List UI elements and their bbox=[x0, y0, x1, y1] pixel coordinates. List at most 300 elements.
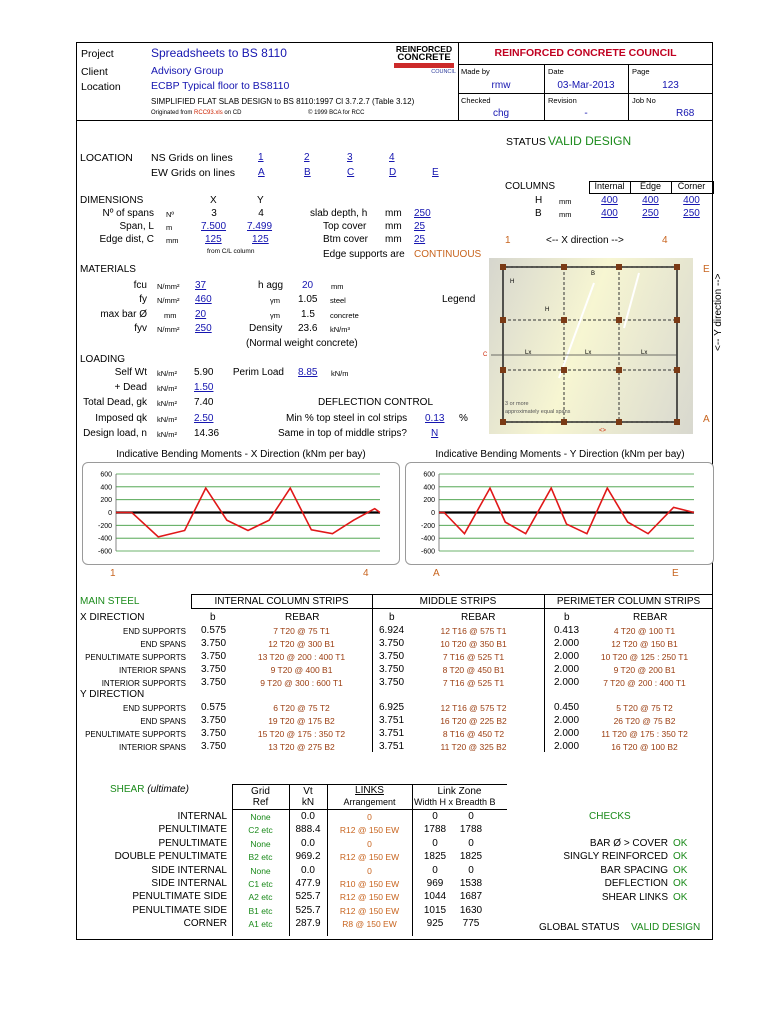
diagram-top-label: E bbox=[703, 264, 710, 275]
design-load-unit: kN/m² bbox=[157, 430, 177, 439]
steel-rebar-value: 4 T20 @ 100 T1 bbox=[613, 626, 676, 636]
chart-y-start-label: A bbox=[433, 568, 440, 579]
date-value: 03-Mar-2013 bbox=[557, 80, 615, 91]
org-name: REINFORCED CONCRETE COUNCIL bbox=[494, 47, 677, 59]
ns-grid-2[interactable]: 2 bbox=[304, 152, 310, 163]
check-status: OK bbox=[673, 838, 688, 849]
moment-curve bbox=[439, 488, 694, 534]
edge-x[interactable]: 125 bbox=[205, 234, 222, 245]
steel-rebar-value: 11 T20 @ 325 B2 bbox=[440, 742, 507, 752]
shear-link-arrangement: 0 bbox=[367, 838, 372, 849]
shear-vt-value: 477.9 bbox=[295, 878, 321, 889]
steel-rebar-value: 6 T20 @ 75 T2 bbox=[273, 703, 330, 713]
steel-group-line bbox=[191, 608, 713, 609]
steel-row-label: INTERIOR SPANS bbox=[119, 743, 186, 752]
diagram-end-label: 4 bbox=[662, 235, 668, 246]
y-tick-label: 400 bbox=[100, 484, 112, 492]
steel-rebar-value: 26 T20 @ 75 B2 bbox=[613, 716, 676, 726]
date-label: Date bbox=[548, 67, 564, 76]
ew-grid-e[interactable]: E bbox=[432, 167, 439, 178]
span-y[interactable]: 7.499 bbox=[247, 221, 273, 232]
hdr-hline-1 bbox=[458, 64, 713, 65]
y-tick-label: -600 bbox=[420, 548, 435, 556]
rebar-header-2: REBAR bbox=[461, 612, 496, 623]
rebar-header-3: REBAR bbox=[633, 612, 668, 623]
check-label: SHEAR LINKS bbox=[601, 891, 668, 903]
checked-label: Checked bbox=[461, 96, 491, 105]
shear-link-arrangement: R12 @ 150 EW bbox=[339, 825, 400, 836]
chart-x-end-label: 4 bbox=[363, 568, 369, 579]
steel-rebar-value: 7 T20 @ 200 : 400 T1 bbox=[603, 678, 686, 688]
y-tick-label: 600 bbox=[100, 471, 112, 479]
shear-zone-breadth: 0 bbox=[468, 837, 474, 849]
total-dead-value: 7.40 bbox=[194, 397, 214, 408]
ns-grids-label: NS Grids on lines bbox=[151, 152, 233, 164]
hagg-label: h agg bbox=[258, 280, 284, 291]
edge-y[interactable]: 125 bbox=[252, 234, 269, 245]
steel-b-value: 0.575 bbox=[201, 625, 227, 636]
shear-grid-ref: A1 etc bbox=[248, 919, 273, 930]
concrete-note: (Normal weight concrete) bbox=[246, 338, 358, 349]
same-top-label: Same in top of middle strips? bbox=[278, 428, 407, 439]
design-load-value: 14.36 bbox=[194, 428, 220, 439]
project-value: Spreadsheets to BS 8110 bbox=[151, 46, 287, 60]
shear-arr-hdr: Arrangement bbox=[343, 797, 396, 807]
shear-grid-ref: C2 etc bbox=[248, 825, 273, 836]
steel-sep-1 bbox=[372, 594, 373, 752]
shear-link-arrangement: R12 @ 150 EW bbox=[339, 852, 400, 863]
group-middle: MIDDLE STRIPS bbox=[419, 596, 497, 607]
check-label: BAR Ø > COVER bbox=[589, 838, 668, 849]
design-title: SIMPLIFIED FLAT SLAB DESIGN to BS 8110:1997 Cl 3.7.2.7 (Table 3.12) bbox=[151, 97, 415, 106]
y-tick-label: 400 bbox=[423, 484, 435, 492]
made-by-value: rmw bbox=[491, 80, 511, 91]
shear-row-label: PENULTIMATE bbox=[158, 824, 227, 836]
dim-x-header: X bbox=[210, 195, 217, 206]
steel-b-value: 2.000 bbox=[554, 638, 580, 649]
steel-sep-2 bbox=[544, 594, 545, 752]
shear-row-label: PENULTIMATE bbox=[158, 837, 227, 849]
steel-b-value: 2.000 bbox=[554, 741, 580, 752]
chart-x bbox=[84, 464, 396, 561]
steel-b-value: 0.413 bbox=[554, 625, 580, 636]
density-value: 23.6 bbox=[298, 323, 318, 334]
client-label: Client bbox=[81, 66, 108, 78]
dead-value[interactable]: 1.50 bbox=[194, 382, 214, 393]
spans-y: 4 bbox=[258, 208, 264, 219]
perim-load-value[interactable]: 8.85 bbox=[298, 367, 318, 378]
origin-file: RCC93.xls bbox=[194, 110, 223, 116]
col-hdr-corner: Corner bbox=[677, 181, 706, 191]
steel-row-label: INTERIOR SUPPORTS bbox=[101, 679, 186, 688]
shear-link-arrangement: R12 @ 150 EW bbox=[339, 905, 400, 916]
loading-label: LOADING bbox=[80, 354, 126, 365]
shear-grid-ref: None bbox=[250, 812, 271, 822]
check-status: OK bbox=[673, 891, 688, 903]
y-tick-label: 0 bbox=[108, 510, 112, 517]
imposed-label: Imposed qk bbox=[95, 413, 147, 424]
shear-row-label: DOUBLE PENULTIMATE bbox=[114, 851, 227, 863]
hagg-unit: mm bbox=[331, 282, 344, 291]
shear-zone-breadth: 1687 bbox=[459, 891, 483, 903]
btm-cover-value[interactable]: 25 bbox=[414, 234, 426, 245]
edge-label: Edge dist, C bbox=[99, 234, 154, 245]
min-steel-value[interactable]: 0.13 bbox=[425, 413, 445, 424]
steel-rebar-value: 7 T16 @ 525 T1 bbox=[442, 652, 505, 662]
edge-supports-value[interactable]: CONTINUOUS bbox=[414, 249, 482, 260]
steel-row-label: END SPANS bbox=[140, 717, 186, 726]
chart-y bbox=[407, 464, 710, 561]
materials-label: MATERIALS bbox=[80, 264, 136, 275]
steel-b-value: 3.751 bbox=[379, 741, 405, 752]
highlight-1 bbox=[624, 273, 639, 328]
logo-line2: CONCRETE bbox=[397, 52, 451, 63]
gm-conc-unit: concrete bbox=[330, 311, 359, 320]
steel-rebar-value: 12 T16 @ 575 T2 bbox=[440, 703, 507, 713]
steel-b-value: 2.000 bbox=[554, 664, 580, 675]
shear-vt-hdr: Vt bbox=[303, 786, 313, 797]
shear-vt-value: 969.2 bbox=[295, 851, 321, 863]
spans-unit: Nº bbox=[166, 210, 175, 219]
shear-zone-width: 0 bbox=[432, 864, 438, 876]
shear-sep-3 bbox=[412, 784, 413, 936]
steel-rebar-value: 13 T20 @ 200 : 400 T1 bbox=[257, 652, 346, 662]
check-status: OK bbox=[673, 878, 688, 890]
col-b-corner[interactable]: 250 bbox=[683, 208, 700, 219]
steel-b-value: 3.750 bbox=[201, 651, 227, 662]
origin-note bbox=[151, 110, 241, 116]
hdr-vline-3 bbox=[628, 64, 629, 120]
h-label-2: H bbox=[545, 307, 550, 313]
steel-b-value: 3.750 bbox=[379, 638, 405, 649]
shear-row-label: CORNER bbox=[183, 918, 227, 930]
group-internal: INTERNAL COLUMN STRIPS bbox=[214, 596, 349, 607]
ly-marker: <> bbox=[599, 428, 607, 434]
steel-rebar-value: 10 T20 @ 350 B1 bbox=[440, 639, 507, 649]
max-bar-label: max bar Ø bbox=[100, 309, 147, 320]
shear-zone-breadth: 775 bbox=[462, 918, 480, 930]
steel-rebar-value: 19 T20 @ 175 B2 bbox=[268, 716, 335, 726]
gm-conc-value: 1.5 bbox=[301, 309, 315, 320]
steel-row-label: END SUPPORTS bbox=[123, 627, 186, 636]
y-tick-label: 200 bbox=[100, 497, 112, 505]
steel-b-value: 3.750 bbox=[201, 728, 227, 739]
btm-cover-label: Btm cover bbox=[323, 234, 369, 245]
steel-b-value: 3.750 bbox=[379, 664, 405, 675]
total-dead-label: Total Dead, gk bbox=[83, 397, 147, 408]
perim-load-unit: kN/m bbox=[331, 369, 349, 378]
slab-label: slab depth, h bbox=[310, 208, 368, 219]
c-label: C bbox=[483, 352, 488, 358]
ns-grid-4[interactable]: 4 bbox=[389, 152, 395, 163]
y-tick-label: -200 bbox=[420, 522, 435, 530]
page-value: 123 bbox=[662, 80, 679, 91]
dim-y-header: Y bbox=[257, 195, 264, 206]
col-h-label: H bbox=[535, 195, 543, 206]
dimensions-label: DIMENSIONS bbox=[80, 195, 144, 206]
shear-zone-width: 1044 bbox=[423, 891, 447, 903]
y-tick-label: 200 bbox=[423, 497, 435, 505]
dead-unit: kN/m² bbox=[157, 384, 177, 393]
steel-b-value: 3.751 bbox=[379, 715, 405, 726]
shear-vt-value: 0.0 bbox=[301, 837, 315, 849]
steel-rebar-value: 7 T20 @ 75 T1 bbox=[273, 626, 330, 636]
top-cover-unit: mm bbox=[385, 221, 402, 232]
lx-label-1: Lx bbox=[525, 350, 532, 356]
fy-label: fy bbox=[139, 294, 147, 305]
steel-rebar-value: 9 T20 @ 300 : 600 T1 bbox=[260, 678, 343, 688]
shear-ref-hdr: Ref bbox=[252, 797, 269, 808]
span-unit: m bbox=[166, 223, 173, 232]
min-steel-unit: % bbox=[459, 413, 468, 424]
gm-steel-unit: steel bbox=[330, 296, 346, 305]
steel-b-value: 0.450 bbox=[554, 702, 580, 713]
rebar-header-1: REBAR bbox=[285, 612, 320, 623]
fcu-unit: N/mm² bbox=[157, 282, 180, 291]
legend-label: Legend bbox=[442, 294, 476, 305]
top-cover-label: Top cover bbox=[323, 221, 367, 232]
total-dead-unit: kN/m² bbox=[157, 399, 177, 408]
col-hdr-edge: Edge bbox=[639, 181, 662, 191]
ew-grid-b[interactable]: B bbox=[304, 167, 311, 178]
y-tick-label: 600 bbox=[423, 471, 435, 479]
steel-b-value: 3.750 bbox=[379, 651, 405, 662]
top-cover-value[interactable]: 25 bbox=[414, 221, 426, 232]
steel-rebar-value: 13 T20 @ 275 B2 bbox=[268, 742, 335, 752]
design-load-label: Design load, n bbox=[83, 428, 147, 439]
shear-row-label: PENULTIMATE SIDE bbox=[132, 891, 227, 903]
col-h-edge[interactable]: 400 bbox=[642, 195, 659, 206]
steel-rebar-value: 8 T20 @ 450 B1 bbox=[442, 665, 505, 675]
hagg-value[interactable]: 20 bbox=[302, 280, 314, 291]
y-tick-label: -600 bbox=[97, 548, 112, 556]
logo-bar bbox=[394, 63, 454, 68]
steel-rebar-value: 7 T16 @ 525 T1 bbox=[442, 678, 505, 688]
b-header-2: b bbox=[389, 612, 395, 623]
shear-grid-ref: B1 etc bbox=[248, 905, 273, 916]
same-top-value[interactable]: N bbox=[431, 428, 439, 439]
chart-y-end-label: E bbox=[672, 568, 679, 579]
shear-grid-ref: B2 etc bbox=[248, 852, 273, 863]
steel-rebar-value: 16 T20 @ 100 B2 bbox=[611, 742, 678, 752]
shear-link-arrangement: R12 @ 150 EW bbox=[339, 892, 400, 903]
shear-grid-hdr: Grid bbox=[251, 786, 270, 797]
steel-b-value: 3.750 bbox=[201, 741, 227, 752]
project-label: Project bbox=[81, 48, 114, 60]
col-hdr-sep1 bbox=[630, 181, 631, 193]
col-b-unit: mm bbox=[559, 210, 572, 219]
shear-vt-value: 888.4 bbox=[295, 824, 321, 836]
checks-label: CHECKS bbox=[589, 811, 631, 822]
shear-zone-width: 1788 bbox=[423, 824, 447, 836]
ew-grid-d[interactable]: D bbox=[389, 167, 397, 178]
edge-supports-label: Edge supports are bbox=[323, 249, 405, 260]
shear-grid-ref: A2 etc bbox=[248, 892, 273, 903]
col-hdr-sep2 bbox=[671, 181, 672, 193]
shear-link-arrangement: 0 bbox=[367, 812, 372, 822]
steel-row-label: PENULTIMATE SUPPORTS bbox=[85, 730, 186, 739]
fy-unit: N/mm² bbox=[157, 296, 180, 305]
col-h-corner[interactable]: 400 bbox=[683, 195, 700, 206]
imposed-unit: kN/m² bbox=[157, 415, 177, 424]
rcc-logo bbox=[392, 45, 456, 83]
ew-grid-c[interactable]: C bbox=[347, 167, 355, 178]
btm-cover-unit: mm bbox=[385, 234, 402, 245]
shear-zone-width: 1015 bbox=[423, 904, 447, 916]
y-tick-label: -400 bbox=[97, 535, 112, 543]
gm-steel-value: 1.05 bbox=[298, 294, 318, 305]
spans-note-1: 3 or more bbox=[505, 401, 529, 407]
shear-grid-ref: None bbox=[250, 865, 271, 876]
diagram-bottom-label: A bbox=[703, 414, 710, 425]
shear-link-arrangement: 0 bbox=[367, 865, 372, 876]
span-x[interactable]: 7.500 bbox=[201, 221, 227, 232]
fyv-unit: N/mm² bbox=[157, 325, 180, 334]
fcu-value[interactable]: 37 bbox=[195, 280, 207, 291]
main-steel-label: MAIN STEEL bbox=[80, 596, 140, 607]
revision-value: - bbox=[584, 108, 588, 119]
steel-b-value: 3.750 bbox=[201, 677, 227, 688]
check-label: SINGLY REINFORCED bbox=[563, 851, 668, 863]
shear-zone-breadth: 1825 bbox=[459, 851, 483, 863]
steel-b-value: 2.000 bbox=[554, 728, 580, 739]
global-status-label: GLOBAL STATUS bbox=[539, 922, 620, 933]
location-block-label: LOCATION bbox=[80, 152, 133, 164]
imposed-value[interactable]: 2.50 bbox=[194, 413, 214, 424]
diagram-start-label: 1 bbox=[505, 235, 511, 246]
shear-vt-value: 525.7 bbox=[295, 891, 321, 903]
shear-zone-hdr: Link Zone bbox=[437, 786, 482, 797]
gm-steel-label: γm bbox=[270, 296, 280, 305]
max-bar-value[interactable]: 20 bbox=[195, 309, 207, 320]
copyright: © 1999 BCA for RCC bbox=[308, 110, 365, 116]
shear-zone-breadth: 0 bbox=[468, 864, 474, 876]
logo-line3: COUNCIL bbox=[431, 69, 456, 75]
steel-rebar-value: 16 T20 @ 225 B2 bbox=[440, 716, 507, 726]
b-header-1: b bbox=[210, 612, 216, 623]
fy-value[interactable]: 460 bbox=[195, 294, 212, 305]
columns-label: COLUMNS bbox=[505, 181, 556, 192]
col-b-internal[interactable]: 400 bbox=[601, 208, 618, 219]
shear-qualifier: (ultimate) bbox=[147, 784, 189, 795]
shear-wb-hdr: Width H x Breadth B bbox=[414, 797, 496, 807]
steel-rebar-value: 10 T20 @ 125 : 250 T1 bbox=[600, 652, 689, 662]
deflection-label: DEFLECTION CONTROL bbox=[318, 397, 434, 408]
edge-unit: mm bbox=[166, 236, 179, 245]
hdr-hline-2 bbox=[458, 93, 713, 94]
shear-zone-breadth: 1630 bbox=[459, 904, 483, 916]
y-tick-label: 0 bbox=[431, 510, 435, 517]
fcu-label: fcu bbox=[133, 280, 147, 291]
self-wt-unit: kN/m² bbox=[157, 369, 177, 378]
shear-zone-width: 0 bbox=[432, 811, 438, 822]
shear-vt-value: 287.9 bbox=[295, 918, 321, 930]
location-value: ECBP Typical floor to BS8110 bbox=[151, 80, 290, 92]
origin-suffix: on CD bbox=[224, 110, 242, 116]
shear-zone-breadth: 1788 bbox=[459, 824, 483, 836]
col-h-internal[interactable]: 400 bbox=[601, 195, 618, 206]
steel-b-value: 3.750 bbox=[379, 677, 405, 688]
shear-links-hdr: LINKS bbox=[355, 785, 384, 796]
steel-rebar-value: 12 T20 @ 300 B1 bbox=[268, 639, 335, 649]
group-perimeter: PERIMETER COLUMN STRIPS bbox=[556, 596, 701, 607]
logo-line1: REINFORCED bbox=[395, 44, 453, 54]
location-label: Location bbox=[81, 81, 121, 93]
shear-row-label: SIDE INTERNAL bbox=[151, 878, 227, 889]
status-label: STATUS bbox=[506, 136, 546, 148]
steel-row-label: INTERIOR SPANS bbox=[119, 666, 186, 675]
ns-grid-3[interactable]: 3 bbox=[347, 152, 353, 163]
fyv-value[interactable]: 250 bbox=[195, 323, 212, 334]
x-direction-label: <-- X direction --> bbox=[546, 235, 624, 246]
steel-rebar-value: 5 T20 @ 75 T2 bbox=[616, 703, 673, 713]
chart-x-start-label: 1 bbox=[110, 568, 116, 579]
col-b-edge[interactable]: 250 bbox=[642, 208, 659, 219]
steel-row-label: END SPANS bbox=[140, 640, 186, 649]
shear-zone-breadth: 0 bbox=[468, 811, 474, 822]
max-bar-unit: mm bbox=[164, 311, 177, 320]
steel-rebar-value: 12 T16 @ 575 T1 bbox=[440, 626, 507, 636]
ns-grid-1[interactable]: 1 bbox=[258, 152, 264, 163]
check-status: OK bbox=[673, 864, 688, 876]
y-tick-label: -200 bbox=[97, 522, 112, 530]
dead-label: + Dead bbox=[114, 382, 147, 393]
lx-label-3: Lx bbox=[641, 350, 648, 356]
made-by-label: Made by bbox=[461, 67, 490, 76]
steel-b-value: 6.924 bbox=[379, 625, 405, 636]
perim-load-label: Perim Load bbox=[232, 367, 284, 378]
steel-rebar-value: 9 T20 @ 200 B1 bbox=[613, 665, 676, 675]
col-h-unit: mm bbox=[559, 197, 572, 206]
check-label: DEFLECTION bbox=[604, 878, 668, 890]
shear-kn-hdr: kN bbox=[301, 797, 315, 808]
shear-grid-ref: None bbox=[250, 838, 271, 849]
job-label: Job No bbox=[632, 96, 656, 105]
shear-zone-breadth: 1538 bbox=[459, 878, 483, 889]
steel-row-label: END SUPPORTS bbox=[123, 704, 186, 713]
steel-rebar-value: 12 T20 @ 150 B1 bbox=[611, 639, 678, 649]
steel-rebar-value: 11 T20 @ 175 : 350 T2 bbox=[601, 729, 688, 739]
col-hdr-internal: Internal bbox=[594, 181, 625, 191]
check-label: BAR SPACING bbox=[600, 864, 668, 876]
lx-label-2: Lx bbox=[585, 350, 592, 356]
steel-b-value: 6.925 bbox=[379, 702, 405, 713]
steel-b-value: 0.575 bbox=[201, 702, 227, 713]
span-label: Span, L bbox=[119, 221, 154, 232]
checked-value: chg bbox=[492, 108, 510, 119]
y-direction-label: <-- Y direction --> bbox=[713, 273, 724, 351]
b-header-3: b bbox=[564, 612, 570, 623]
steel-b-value: 3.750 bbox=[201, 664, 227, 675]
slab-value[interactable]: 250 bbox=[414, 208, 431, 219]
chart-x-title: Indicative Bending Moments - X Direction (kNm per bay) bbox=[116, 449, 366, 460]
shear-vt-value: 0.0 bbox=[301, 864, 315, 876]
steel-b-value: 2.000 bbox=[554, 651, 580, 662]
shear-zone-width: 0 bbox=[432, 837, 438, 849]
ew-grid-a[interactable]: A bbox=[258, 167, 265, 178]
shear-label bbox=[110, 784, 189, 795]
global-status-value: VALID DESIGN bbox=[631, 922, 701, 933]
steel-row-label: PENULTIMATE SUPPORTS bbox=[85, 653, 186, 662]
h-label: H bbox=[510, 279, 515, 285]
fyv-label: fyv bbox=[134, 323, 147, 334]
shear-row-label: PENULTIMATE SIDE bbox=[132, 904, 227, 916]
self-wt-value: 5.90 bbox=[194, 367, 214, 378]
slab-outline bbox=[503, 267, 677, 422]
page-label: Page bbox=[632, 67, 650, 76]
ew-grids-label: EW Grids on lines bbox=[151, 167, 236, 179]
shear-row-label: INTERNAL bbox=[177, 811, 227, 822]
